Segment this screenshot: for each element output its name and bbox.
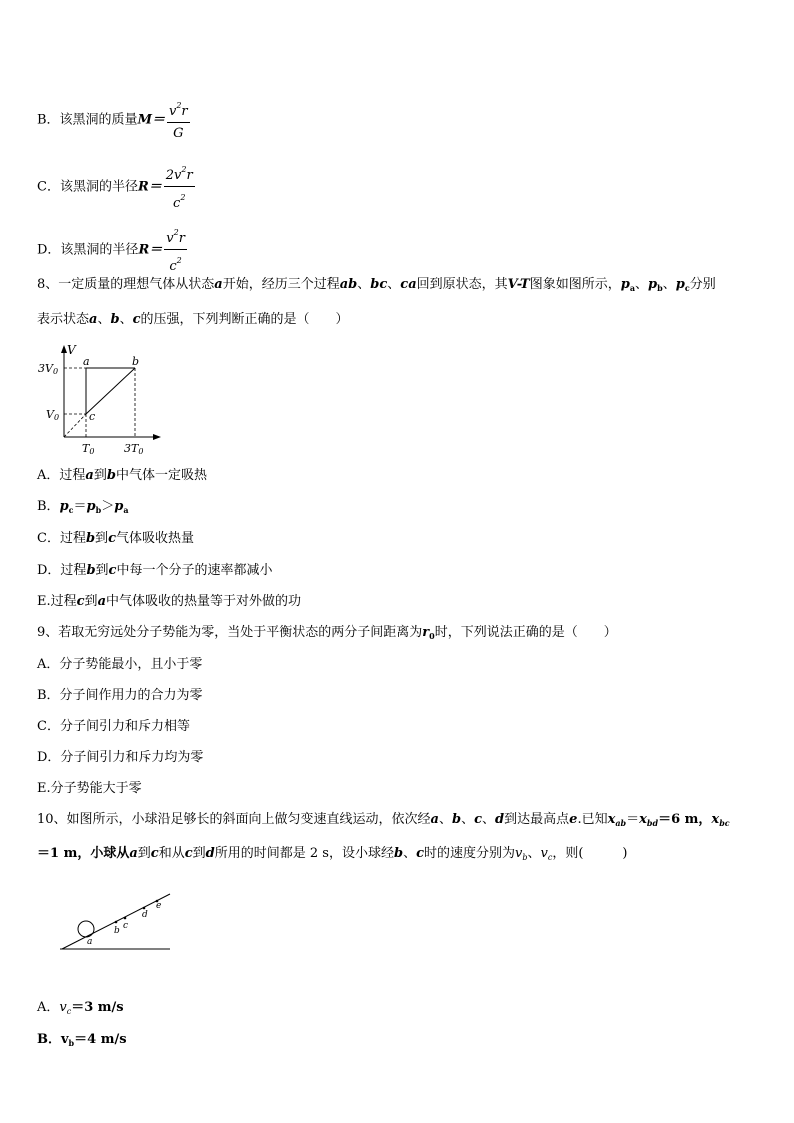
q8-l2-s1: 、	[97, 312, 111, 327]
q10-l2-t7: ，则( )	[552, 846, 628, 861]
q8-stem-line-2	[37, 312, 349, 328]
q10-label-a: a	[87, 937, 93, 947]
q7-d-num-v: v	[166, 231, 174, 246]
q8-l1-pc: p	[675, 277, 685, 292]
q8-l1-t2: 开始，经历三个过程	[222, 277, 340, 292]
q7-d-den-sup: 2	[176, 256, 182, 265]
q10-option-a	[37, 1000, 124, 1020]
q10-l2-t5: 所用的时间都是 2 s，设小球经	[214, 846, 394, 861]
q10-l1-s3: 、	[482, 812, 496, 827]
q8-l1-t4: 图象如图所示，	[529, 277, 621, 292]
q10-l2-t4: 到	[192, 846, 206, 861]
q8-l2-t1: 表示状态	[37, 312, 90, 327]
q8-tick-3v0: 3V0	[38, 362, 59, 376]
q8-l2-b: b	[110, 312, 120, 327]
q10-l1-t1: 10、如图所示，小球沿足够长的斜面向上做匀变速直线运动，依次经	[37, 812, 431, 827]
q8-l2-t2: 的压强，下列判断正确的是（ ）	[140, 312, 349, 327]
q8-d-t3: 中每一个分子的速率都减小	[116, 563, 273, 578]
q10-l2-s1: 、	[403, 846, 417, 861]
q8-b-eq: ＝	[73, 499, 87, 514]
q7-c-num-sup: 2	[181, 165, 187, 174]
q10-l1-c: c	[474, 812, 483, 827]
q10-l1-b: b	[452, 812, 462, 827]
q8-process-bc	[86, 368, 135, 414]
q8-b-s1: c	[68, 505, 74, 515]
q8-c-t2: 到	[95, 531, 109, 546]
q9-option-e: E.分子势能大于零	[37, 781, 142, 796]
q8-b-p1: p	[59, 499, 69, 514]
q8-l1-sep2: 、	[387, 277, 401, 292]
q10-l2-t3: 和从	[158, 846, 185, 861]
q8-b-gt: ＞	[101, 499, 115, 514]
q10-point-d	[143, 907, 146, 910]
q8-guide-origin	[64, 414, 86, 437]
q10-l1-x2: x	[639, 812, 647, 827]
q8-c-t1: C．过程	[37, 531, 86, 546]
q9-option-b: B．分子间作用力的合力为零	[37, 688, 203, 703]
q10-a-v-sub: c	[66, 1007, 72, 1016]
q10-l1-x3: x	[711, 812, 720, 827]
q7-option-c-text: C．该黑洞的半径	[37, 179, 138, 195]
q10-l2-d: d	[205, 846, 215, 861]
q7-option-b-lhs: M＝	[137, 112, 165, 128]
q8-l2-a: a	[89, 312, 98, 327]
q8-e-p1: c	[76, 594, 85, 609]
q10-l2-vc: v	[540, 846, 548, 861]
q8-l1-ca: ca	[400, 277, 417, 292]
q7-option-b-fraction	[167, 98, 190, 142]
q7-c-num-r: r	[186, 168, 193, 183]
q10-stem-line-2	[37, 846, 628, 866]
q8-l1-t5: 分别	[689, 277, 716, 292]
q9-option-a: A．分子势能最小，且小于零	[37, 657, 203, 672]
q8-l1-t1: 8、一定质量的理想气体从状态	[37, 277, 215, 292]
q8-b-s3: a	[123, 505, 129, 515]
q10-b-v-sub: b	[68, 1038, 75, 1048]
q10-label-c: c	[123, 921, 129, 931]
q8-e-t3: 中气体吸收的热量等于对外做的功	[106, 594, 302, 609]
q9-stem	[37, 625, 617, 644]
q8-b-p2: p	[86, 499, 96, 514]
q8-option-c	[37, 531, 194, 547]
q8-b-s2: b	[95, 505, 102, 515]
q10-a-v: v	[59, 1000, 67, 1015]
q7-option-d	[37, 225, 187, 275]
q10-stem-line-1	[37, 812, 730, 831]
q7-option-d-text: D．该黑洞的半径	[37, 242, 139, 258]
q8-l1-ab: ab	[339, 277, 358, 292]
q10-l2-vc-sub: c	[547, 853, 553, 862]
q8-e-t2: 到	[84, 594, 98, 609]
q10-l2-vb: v	[515, 846, 523, 861]
q8-b-t1: B．	[37, 499, 60, 514]
q10-l2-c3: c	[416, 846, 424, 861]
q8-a-p2: b	[106, 468, 116, 483]
q7-option-b-text: B．该黑洞的质量	[37, 112, 138, 128]
q10-b-t1: B．v	[37, 1032, 69, 1047]
q8-option-a	[37, 468, 207, 484]
q7-option-b	[37, 98, 190, 142]
q10-l2-b: b	[393, 846, 404, 861]
q10-l1-x2-sub: bd	[646, 818, 659, 828]
q10-l1-s1: 、	[438, 812, 452, 827]
q8-d-p1: b	[86, 563, 96, 578]
q10-l2-t6: 时的速度分别为	[424, 846, 516, 861]
q9-stem-r: r	[422, 625, 430, 640]
q10-l1-e: e	[569, 812, 578, 827]
q10-l1-t2: 到达最高点	[504, 812, 570, 827]
q10-a-t2: ＝3 m/s	[71, 1000, 124, 1015]
q9-stem-t1: 9、若取无穷远处分子势能为零，当处于平衡状态的两分子间距离为	[37, 625, 423, 640]
q8-l1-pa-sub: a	[629, 283, 636, 293]
q8-e-p2: a	[97, 594, 106, 609]
q8-stem-line-1	[37, 277, 716, 296]
q8-l1-t3: 回到原状态，其	[416, 277, 508, 292]
q10-l2-t2: 到	[137, 846, 151, 861]
q7-b-den: G	[173, 126, 184, 141]
q8-y-axis-label: V	[67, 343, 76, 357]
q9-option-c: C．分子间引力和斥力相等	[37, 719, 190, 734]
q10-l1-x3-sub: bc	[719, 818, 730, 828]
q7-option-c-fraction	[164, 162, 195, 212]
q10-l1-d: d	[495, 812, 505, 827]
q10-a-t1: A．	[37, 1000, 60, 1015]
q8-l1-pb: p	[648, 277, 658, 292]
q7-c-num-v: 2v	[165, 168, 182, 183]
q10-l2-c: c	[150, 846, 159, 861]
q8-l1-sep4: 、	[662, 277, 676, 292]
q8-l1-sep1: 、	[357, 277, 371, 292]
q10-l1-x1-sub: ab	[615, 818, 627, 828]
q10-label-b: b	[114, 926, 120, 936]
q10-l2-vb-sub: b	[522, 853, 528, 862]
q10-point-c	[124, 917, 127, 920]
q8-l1-vt: V-T	[507, 277, 530, 292]
q8-point-a-label: a	[83, 355, 90, 368]
q10-b-t2: ＝4 m/s	[74, 1032, 127, 1047]
q8-x-arrow-icon	[153, 434, 161, 440]
q10-l1-eq1: ＝	[626, 812, 640, 827]
q7-b-num-v: v	[168, 104, 177, 119]
q8-tick-3t0: 3T0	[124, 442, 144, 456]
q8-l1-pa: p	[620, 277, 630, 292]
q7-b-num-sup: 2	[176, 101, 182, 110]
q8-e-t1: E.过程	[37, 594, 77, 609]
q8-c-p1: b	[85, 531, 96, 546]
q8-vt-graph	[34, 340, 169, 458]
q10-l1-s2: 、	[461, 812, 475, 827]
q10-l2-s2: 、	[527, 846, 541, 861]
q10-point-b	[115, 921, 118, 924]
q8-l1-a: a	[214, 277, 223, 292]
q10-ball	[78, 921, 94, 937]
q10-label-d: d	[142, 910, 148, 920]
q8-d-t1: D．过程	[37, 563, 87, 578]
q7-option-d-fraction	[164, 225, 187, 275]
q7-d-den-c: c	[169, 259, 177, 274]
q8-b-p3: p	[114, 499, 124, 514]
q8-l1-sep3: 、	[635, 277, 649, 292]
q8-a-p1: a	[85, 468, 94, 483]
q8-l1-pb-sub: b	[657, 283, 663, 293]
q8-tick-v0: V0	[46, 408, 60, 422]
q8-tick-t0: T0	[82, 442, 95, 456]
q7-option-c	[37, 162, 195, 212]
q9-option-d: D．分子间引力和斥力均为零	[37, 750, 204, 765]
q10-option-b	[37, 1032, 127, 1051]
q8-c-p2: c	[108, 531, 116, 546]
q8-a-t1: A．过程	[37, 468, 86, 483]
q8-a-t3: 中气体一定吸热	[115, 468, 207, 483]
q8-option-d	[37, 563, 272, 579]
q9-stem-t2: 时，下列说法正确的是（ ）	[434, 625, 617, 640]
q8-l2-c: c	[132, 312, 141, 327]
q8-option-b	[37, 499, 129, 518]
q7-b-num-r: r	[181, 104, 188, 119]
q7-d-num-sup: 2	[173, 228, 179, 237]
q8-point-c-label: c	[89, 410, 96, 423]
q10-l1-a: a	[430, 812, 439, 827]
q8-option-e	[37, 594, 301, 610]
q7-option-c-lhs: R＝	[137, 179, 162, 195]
q8-c-t3: 气体吸收热量	[115, 531, 194, 546]
q8-a-t2: 到	[93, 468, 107, 483]
q10-incline-figure	[58, 888, 176, 954]
q10-l2-a: a	[129, 846, 138, 861]
q10-l2-t1: ＝1 m，小球从	[37, 846, 130, 861]
q8-d-t2: 到	[95, 563, 109, 578]
q10-l1-x1: x	[607, 812, 616, 827]
q10-l2-c2: c	[184, 846, 193, 861]
q10-label-e: e	[156, 901, 162, 911]
q8-l1-pc-sub: c	[684, 283, 690, 293]
q8-d-p2: c	[108, 563, 117, 578]
q8-l1-bc: bc	[370, 277, 388, 292]
q8-point-b-label: b	[132, 355, 140, 368]
q7-c-den-c: c	[173, 196, 181, 211]
q7-d-num-r: r	[178, 231, 185, 246]
q9-stem-r-sub: 0	[429, 631, 435, 641]
q8-l2-s2: 、	[119, 312, 133, 327]
q10-l1-t3: .已知	[577, 812, 608, 827]
q7-option-d-lhs: R＝	[138, 242, 163, 258]
q7-c-den-sup: 2	[180, 193, 186, 202]
q10-l1-t4: ＝6 m，	[658, 812, 712, 827]
